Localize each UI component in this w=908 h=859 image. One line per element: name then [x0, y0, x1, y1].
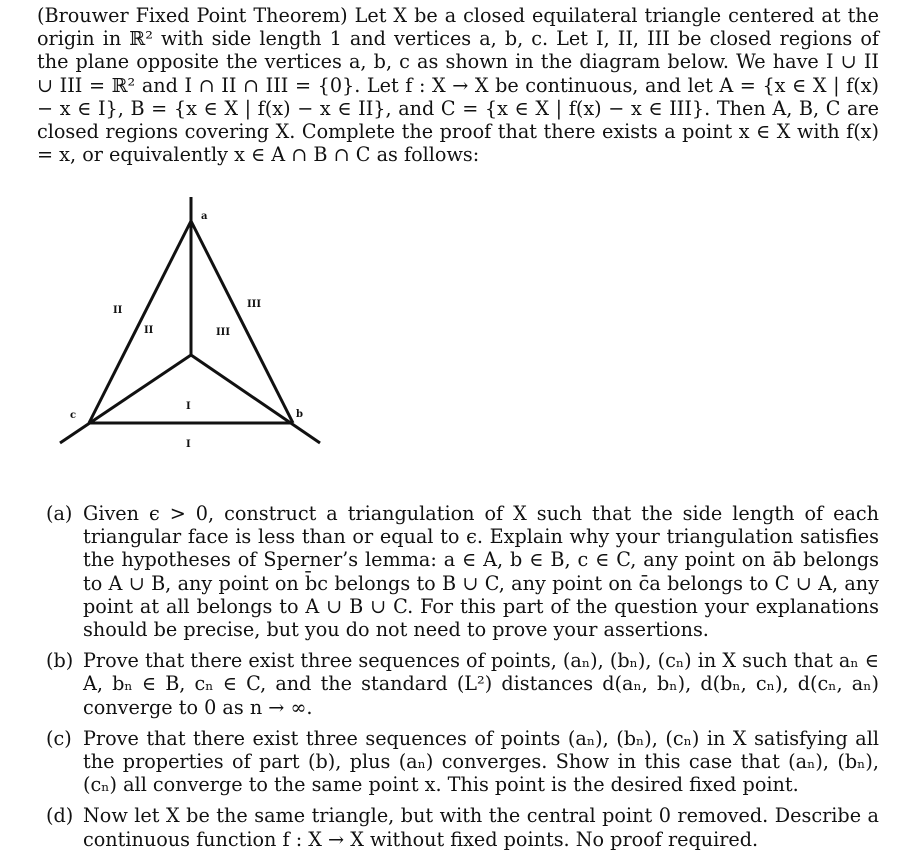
part-b [46, 649, 879, 719]
edge-ca [89, 221, 191, 423]
region-I-outer-label: I [186, 439, 191, 450]
ray-to-b [191, 355, 320, 443]
part-d-label: (d) [46, 804, 74, 828]
part-d-text: Now let X be the same triangle, but with the central point 0 removed. Describe a continuous function f : X → X without fixed points. No proof required. [83, 804, 879, 851]
part-a-text: Given ϵ > 0, construct a triangulation of X such that the side length of each triangular face is less than or equal to ϵ. Explain why your triangulation satisfies the hypotheses of Sperner’s lemma: a ∈ A, b ∈ B, c ∈ C, any point on āb belongs to A ∪ B, any point on b̄c belongs to B ∪ C, any point on c̄a belongs to C ∪ A, any point at all belongs to A ∪ B ∪ C. For this part of the question your explanations should be precise, but you do not need to prove your assertions. [83, 502, 879, 642]
part-b-label: (b) [46, 649, 74, 673]
vertex-b-label: b [296, 409, 303, 420]
part-a-label: (a) [46, 502, 73, 525]
part-c [46, 727, 879, 797]
vertex-c-label: c [70, 410, 77, 421]
question-parts [46, 502, 879, 859]
region-II-inner-label: II [144, 325, 154, 336]
region-III-outer-label: III [247, 299, 262, 310]
vertex-a-label: a [201, 211, 208, 222]
part-d [46, 804, 879, 850]
part-a [46, 502, 879, 641]
part-b-text: Prove that there exist three sequences of points, (aₙ), (bₙ), (cₙ) in X such that aₙ ∈ A, bₙ ∈ B, cₙ ∈ C, and the standard (L²) distances d(aₙ, bₙ), d(bₙ, cₙ), d(cₙ, aₙ) converge to 0 as n → ∞. [83, 649, 879, 719]
intro-text: (Brouwer Fixed Point Theorem) Let X be a closed equilateral triangle centered at the origin in ℝ² with side length 1 and vertices a, b, c. Let I, II, III be closed regions of the plane opposite the vertices a, b, c as shown in the diagram below. We have I ∪ II ∪ III = ℝ² and I ∩ II ∩ III = {0}. Let f : X → X be continuous, and let A = {x ∈ X | f(x) − x ∈ I}, B = {x ∈ X | f(x) − x ∈ II}, and C = {x ∈ X | f(x) − x ∈ III}. Then A, B, C are closed regions covering X. Complete the proof that there exists a point x ∈ X with f(x) = x, or equivalently x ∈ A ∩ B ∩ C as follows: [37, 4, 879, 167]
part-c-label: (c) [46, 726, 72, 750]
triangle-diagram [40, 185, 340, 455]
triangle-svg [40, 185, 340, 455]
ray-to-c [60, 355, 191, 443]
edge-ab [191, 221, 293, 423]
region-I-inner-label: I [186, 401, 191, 412]
region-II-outer-label: II [113, 305, 123, 316]
problem-statement [37, 4, 879, 166]
region-III-inner-label: III [216, 327, 231, 338]
part-c-text: Prove that there exist three sequences of points (aₙ), (bₙ), (cₙ) in X satisfying all the properties of part (b), plus (aₙ) converges. Show in this case that (aₙ), (bₙ), (cₙ) all converge to the same point x. This point is the desired fixed point. [83, 726, 879, 797]
